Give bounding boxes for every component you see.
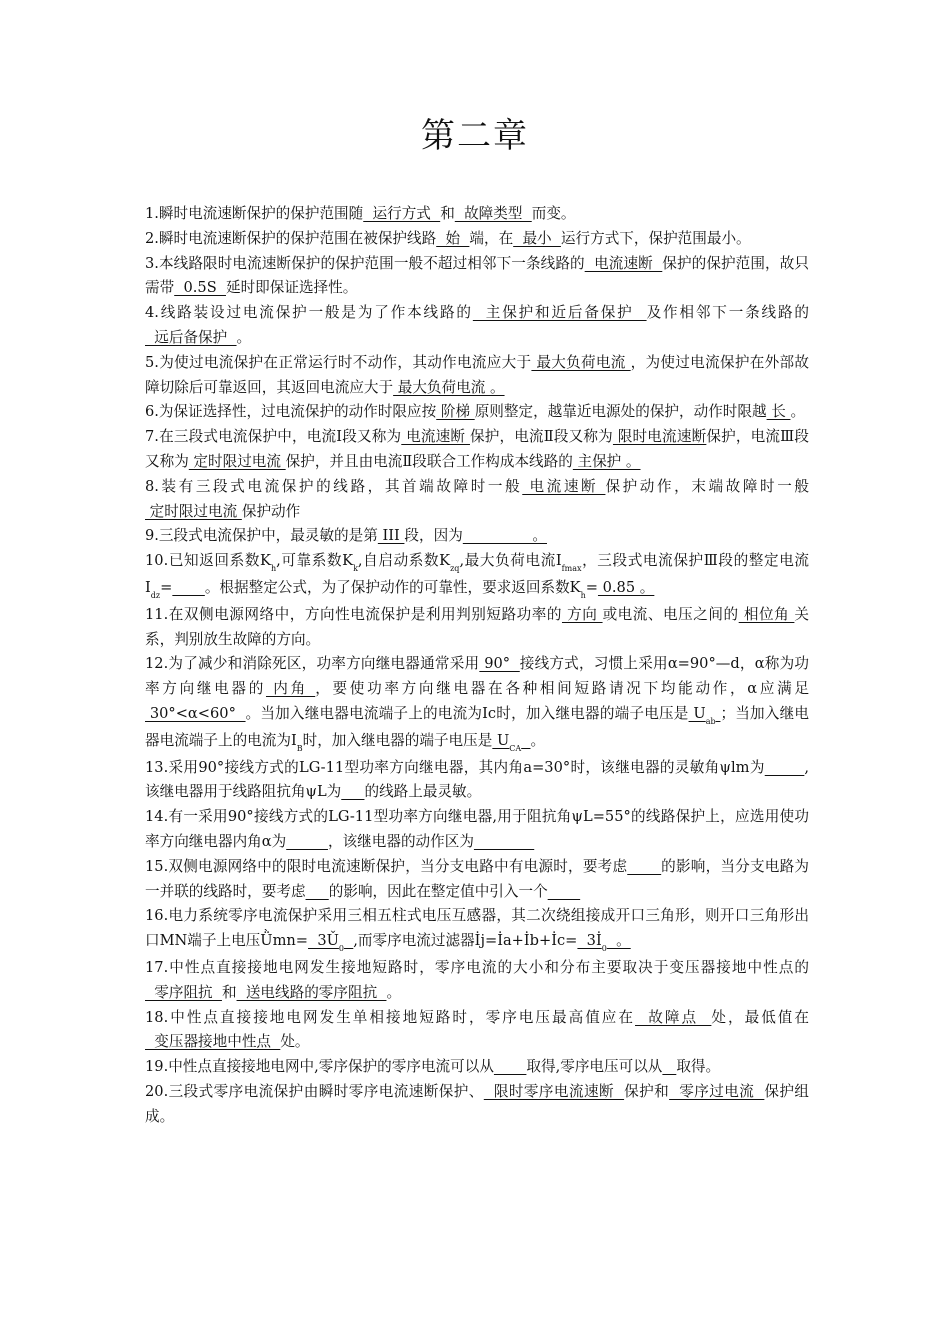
question-list xyxy=(145,202,809,1129)
answer-blank: 定时限过电流 xyxy=(188,452,286,470)
subscript: 0 xyxy=(338,944,345,954)
answer-blank: 0.85 。 xyxy=(597,578,655,596)
question-text: 。当加入继电器电流端子上的电流为Ic时，加入继电器的端子电压是 xyxy=(245,704,689,722)
question-text: 延时即保证选择性。 xyxy=(225,279,358,297)
answer-blank: 电流速断 xyxy=(522,477,606,495)
question-text: 。 xyxy=(236,328,252,346)
answer-blank: 长 xyxy=(766,403,791,421)
answer-blank: 电流速断 xyxy=(584,254,663,272)
question-text: 保护组成。 xyxy=(145,1082,809,1125)
question-text: 处，最低值在 xyxy=(711,1008,809,1026)
answer-blank: 3İ xyxy=(577,932,602,950)
question-text: 时，加入继电器的端子电压是 xyxy=(302,731,493,749)
answer-blank xyxy=(474,833,534,850)
answer-blank: 阶梯 xyxy=(436,403,475,421)
answer-blank: 运行方式 xyxy=(363,205,441,222)
question-text: 取得,零序电压可以从 xyxy=(526,1058,663,1076)
answer-blank: 送电线路的零序阻抗 xyxy=(236,983,387,1001)
question-text: ，该继电器的动作区为 xyxy=(327,832,474,850)
answer-blank: 最大负荷电流 xyxy=(531,353,631,371)
question-text: 。根据整定公式，为了保护动作的可靠性，要求返回系数K xyxy=(204,578,581,596)
question-text: ,而零序电流过滤器İj=İa+İb+İc= xyxy=(353,932,578,950)
question-14 xyxy=(145,805,809,855)
question-16 xyxy=(145,904,809,956)
question-text: 的线路上最灵敏。 xyxy=(364,783,482,801)
answer-blank: 远后备保护 xyxy=(145,328,237,346)
answer-blank: 最大负荷电流 。 xyxy=(393,378,505,396)
question-15 xyxy=(145,855,809,905)
question-text: 保护的保护范围，故只需带 xyxy=(145,254,809,297)
question-text: 和 xyxy=(221,983,237,1001)
answer-blank: 始 xyxy=(436,229,470,247)
question-text: ，要使功率方向继电器在各种相间短路请况下均能动作，α应满足 xyxy=(315,680,809,698)
subscript: zq xyxy=(450,564,460,574)
question-text: 保护动作 xyxy=(241,502,301,520)
question-text: 保护，电流Ⅱ段又称为 xyxy=(469,428,613,446)
question-text: ,该继电器用于线路阻抗角ψL为 xyxy=(145,758,809,801)
question-text: 13.采用90°接线方式的LG-11型功率方向继电器，其内角a=30°时，该继电器的灵敏角ψlm为 xyxy=(145,758,765,776)
question-text: 14.有一采用90°接线方式的LG-11型功率方向继电器,用于阻抗角ψL=55°的线路保护上，应选用使功率方向继电器内角α为 xyxy=(145,808,809,850)
question-3 xyxy=(145,252,809,302)
question-text: 8.装有三段式电流保护的线路，其首端故障时一般 xyxy=(145,477,523,495)
question-text: 17.中性点直接接地电网发生接地短路时，零序电流的大小和分布主要取决于变压器接地中性点的 xyxy=(145,958,809,976)
question-2 xyxy=(145,227,809,252)
question-9 xyxy=(145,524,809,549)
subscript: 0 xyxy=(601,944,607,954)
answer-blank: 零序过电流 xyxy=(669,1082,765,1100)
question-text: = xyxy=(160,578,173,596)
answer-blank: U xyxy=(492,731,510,749)
answer-blank: III xyxy=(377,527,405,545)
answer-blank: 故障类型 xyxy=(454,205,532,222)
answer-blank xyxy=(172,579,204,596)
answer-blank: 零序阻抗 xyxy=(145,983,222,1001)
question-11 xyxy=(145,603,809,653)
question-text: 3.本线路限时电流速断保护的保护范围一般不超过相邻下一条线路的 xyxy=(145,254,585,272)
question-text: 9.三段式电流保护中，最灵敏的是第 xyxy=(145,527,378,545)
answer-blank: 内角 xyxy=(265,680,316,698)
question-text: 及作相邻下一条线路的 xyxy=(646,304,809,322)
question-text: 2.瞬时电流速断保护的保护范围在被保护线路 xyxy=(145,229,437,247)
answer-blank: 主保护 。 xyxy=(572,452,641,470)
question-text: ,最大负荷电流I xyxy=(459,552,562,570)
question-text: 保护和 xyxy=(624,1082,670,1100)
answer-blank xyxy=(765,759,805,776)
question-text: 关系，判别放生故障的方向。 xyxy=(145,605,810,648)
question-text: 20.三段式零序电流保护由瞬时零序电流速断保护、 xyxy=(145,1082,484,1100)
question-text: 16.电力系统零序电流保护采用三相五柱式电压互感器，其二次绕组接成开口三角形，则开口三角形出口MN端子上电压Ǜmn= xyxy=(145,907,809,950)
question-text: 原则整定，越靠近电源处的保护，动作时限越 xyxy=(474,403,767,421)
question-text: ；当加入继电器电流端子上的电流为I xyxy=(145,704,809,749)
question-text: 1.瞬时电流速断保护的保护范围随 xyxy=(145,205,364,222)
answer-blank: U xyxy=(688,704,706,722)
question-1 xyxy=(145,202,809,227)
answer-blank: 限时电流速断 xyxy=(612,428,707,446)
question-text: 7.在三段式电流保护中，电流Ⅰ段又称为 xyxy=(145,428,402,446)
subscript: h xyxy=(580,590,586,600)
answer-blank: 30°<α<60° xyxy=(145,704,246,722)
answer-blank: 变压器接地中性点 xyxy=(145,1033,281,1051)
answer-blank xyxy=(627,858,661,875)
question-text: 10.已知返回系数K xyxy=(145,552,271,570)
question-text: 。 xyxy=(386,983,402,1001)
question-text: 端，在 xyxy=(469,229,514,247)
question-text: 段，因为 xyxy=(404,527,463,545)
question-text: ，为使过电流保护在外部故障切除后可靠返回，其返回电流应大于 xyxy=(145,353,809,396)
subscript: k xyxy=(353,564,358,574)
question-text: 4.线路装设过电流保护一般是为了作本线路的 xyxy=(145,304,473,322)
subscript: h xyxy=(270,564,277,574)
question-text: 处。 xyxy=(280,1033,310,1051)
question-text: 而变。 xyxy=(531,205,576,222)
question-text: 的影响，当分支电路为一并联的线路时，要考虑 xyxy=(145,857,809,900)
question-text: 保护，电流Ⅲ段又称为 xyxy=(145,428,810,470)
subscript: CA xyxy=(509,743,522,753)
subscript: B xyxy=(296,743,303,753)
question-text: 取得。 xyxy=(676,1058,721,1076)
question-5 xyxy=(145,351,809,401)
question-text: 。 xyxy=(530,731,546,749)
question-4 xyxy=(145,301,809,351)
subscript: dz xyxy=(150,590,161,600)
answer-blank: 。 xyxy=(462,527,547,545)
question-text: 保护，并且由电流Ⅱ段联合工作构成本线路的 xyxy=(285,452,573,470)
answer-blank: 最小 xyxy=(513,229,561,247)
question-text: 接线方式，习惯上采用α=90°—d，α称为功率方向继电器的 xyxy=(145,655,809,698)
answer-blank: 定时限过电流 xyxy=(145,502,242,520)
question-text: 5.为使过电流保护在正常运行时不动作，其动作电流应大于 xyxy=(145,353,532,371)
question-8 xyxy=(145,475,809,525)
answer-blank: 3Ǔ xyxy=(308,932,339,950)
answer-blank: 相位角 xyxy=(738,605,795,623)
answer-blank xyxy=(286,833,328,850)
question-text: 保护动作，末端故障时一般 xyxy=(605,477,809,495)
question-text: 15.双侧电源网络中的限时电流速断保护，当分支电路中有电源时，要考虑 xyxy=(145,857,628,875)
answer-blank: 90° xyxy=(479,655,520,673)
answer-blank xyxy=(494,1058,526,1075)
question-12 xyxy=(145,652,809,755)
question-19 xyxy=(145,1055,809,1080)
answer-blank xyxy=(341,783,364,800)
answer-blank: 故障点 xyxy=(635,1008,712,1026)
question-13 xyxy=(145,756,809,806)
question-text: ,可靠系数K xyxy=(276,552,354,570)
answer-blank: 0.5S xyxy=(174,279,226,297)
question-text: 和 xyxy=(440,205,455,222)
answer-blank xyxy=(306,883,329,900)
answer-blank: 电流速断 xyxy=(401,428,470,446)
question-text: 18.中性点直接接地电网发生单相接地短路时，零序电压最高值应在 xyxy=(145,1008,636,1026)
question-text: 运行方式下，保护范围最小。 xyxy=(560,229,751,247)
question-20 xyxy=(145,1080,809,1130)
question-text: ,自启动系数K xyxy=(357,552,451,570)
question-text: ，三段式电流保护Ⅲ段的整定电流I xyxy=(145,552,810,596)
question-6 xyxy=(145,400,809,425)
chapter-title: 第二章 xyxy=(421,116,529,156)
answer-blank: 。 xyxy=(606,932,631,950)
question-text: = xyxy=(585,578,598,596)
question-text: 或电流、电压之间的 xyxy=(602,605,739,623)
answer-blank: 方向 xyxy=(561,605,603,623)
answer-blank: 限时零序电流速断 xyxy=(483,1082,625,1100)
subscript: ab xyxy=(705,716,716,726)
question-10 xyxy=(145,549,809,603)
answer-blank xyxy=(344,932,353,949)
question-7 xyxy=(145,425,809,475)
question-text: 12.为了减少和消除死区，功率方向继电器通常采用 xyxy=(145,655,480,673)
answer-blank xyxy=(548,883,580,900)
question-text: 11.在双侧电源网络中，方向性电流保护是利用判别短路功率的 xyxy=(145,605,562,623)
question-text: 19.中性点直接接地电网中,零序保护的零序电流可以从 xyxy=(145,1058,494,1076)
question-text: 6.为保证选择性，过电流保护的动作时限应按 xyxy=(145,403,437,421)
subscript: fmax xyxy=(561,564,582,574)
question-text: 。 xyxy=(790,403,806,421)
answer-blank: 主保护和近后备保护 xyxy=(472,304,647,322)
question-18 xyxy=(145,1006,809,1056)
question-text: 的影响，因此在整定值中引入一个 xyxy=(328,882,548,900)
question-17 xyxy=(145,956,809,1006)
answer-blank xyxy=(662,1058,676,1075)
